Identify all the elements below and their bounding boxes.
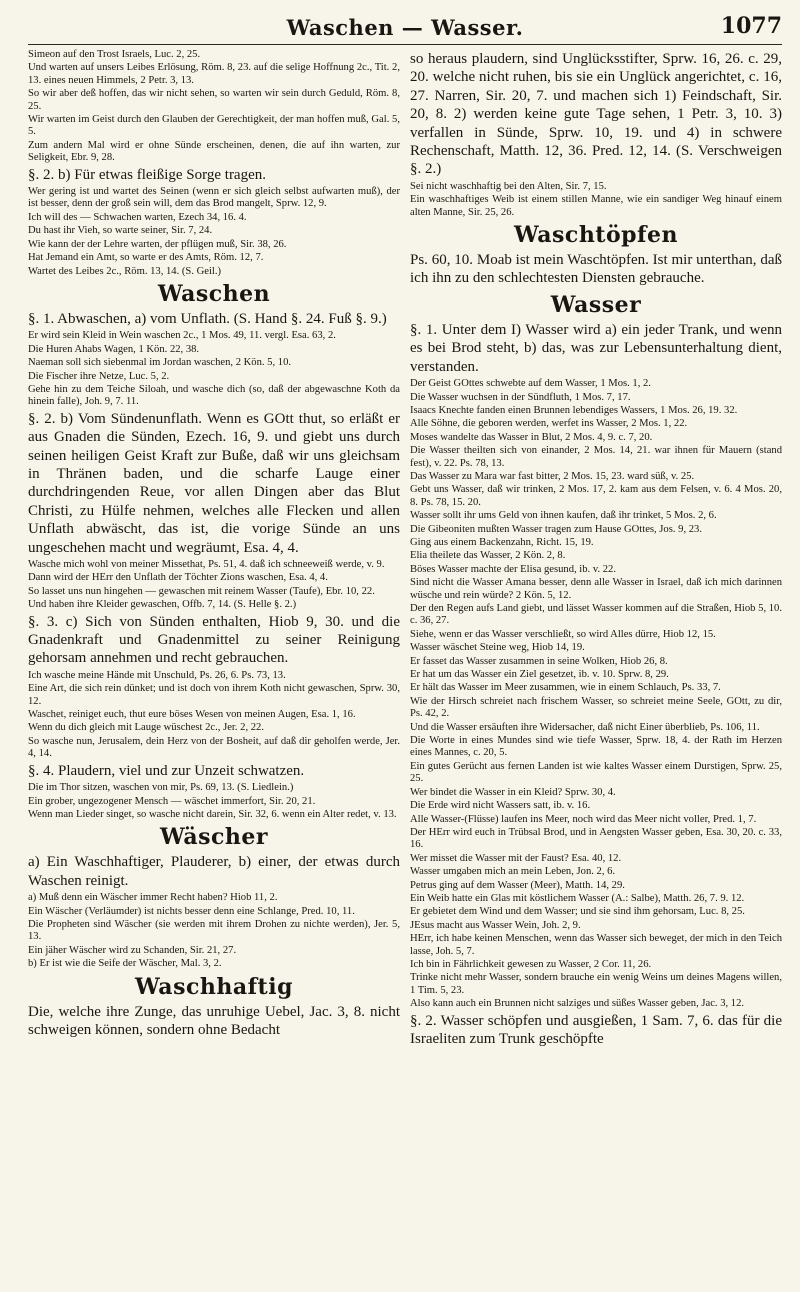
entry-heading: Waschtöpfen <box>513 222 678 249</box>
section-paragraph: Die, welche ihre Zunge, das unruhige Uebel, Jac. 3, 8. nicht schweigen können, sondern ohne Bedacht <box>28 1003 400 1038</box>
citation-line: Elia theilete das Wasser, 2 Kön. 2, 8. <box>410 550 566 562</box>
citation-line: Zum andern Mal wird er ohne Sünde erscheinen, denen, die auf ihn warten, zur Seligkeit, Ebr. 9, 28. <box>28 139 400 164</box>
citation-line: Wer gering ist und wartet des Seinen (wenn er sich gleich selbst aufwarten muß), der ist besser, denn der groß sein will, dem das Brod mangelt, Sprw. 12, 9. <box>28 186 400 210</box>
section-paragraph: §. 1. Abwaschen, a) vom Unflath. (S. Hand §. 24. Fuß §. 9.) <box>28 310 387 327</box>
citation-line: Die Wasser theilten sich von einander, 2 Mos. 14, 21. war ihnen für Mauern (stand fest), v. 22. Ps. 78, 13. <box>410 445 782 469</box>
citation-line: Alle Söhne, die geboren werden, werfet ins Wasser, 2 Mos. 1, 22. <box>410 418 688 430</box>
citation-line: Und die Wasser ersäuften ihre Widersacher, daß nicht Einer überblieb, Ps. 106, 11. <box>410 721 760 733</box>
citation-line: So lasset uns nun hingehen — gewaschen mit reinem Wasser (Taufe), Ebr. 10, 22. <box>28 585 375 597</box>
citation-line: Isaacs Knechte fanden einen Brunnen lebendiges Wassers, 1 Mos. 26, 19. 32. <box>410 404 738 416</box>
citation-line: Ich wasche meine Hände mit Unschuld, Ps. 26, 6. Ps. 73, 13. <box>28 669 286 681</box>
citation-line: Simeon auf den Trost Israels, Luc. 2, 25. <box>28 49 201 60</box>
citation-line: Er gebietet dem Wind und dem Wasser; und sie sind ihm gehorsam, Luc. 8, 25. <box>410 906 745 918</box>
entry-heading: Wasser <box>550 291 642 318</box>
page-header <box>28 10 782 45</box>
citation-line: Trinke nicht mehr Wasser, sondern brauche ein wenig Weins um deines Magens willen, 1 Tim. 5, 23. <box>410 972 782 996</box>
citation-line: Ein Weib hatte ein Glas mit köstlichem Wasser (A.: Salbe), Matth. 26, 7. 9. 12. <box>410 892 745 904</box>
citation-line: Böses Wasser machte der Elisa gesund, ib. v. 22. <box>410 563 616 575</box>
citation-line: Wer bindet die Wasser in ein Kleid? Sprw. 30, 4. <box>410 786 616 798</box>
citation-line: Siehe, wenn er das Wasser verschließt, so wird Alles dürre, Hiob 12, 15. <box>410 628 716 640</box>
citation-line: Die Gibeoniten mußten Wasser tragen zum Hause GOttes, Jos. 9, 23. <box>410 523 702 535</box>
citation-line: Ich will des — Schwachen warten, Ezech 34, 16. 4. <box>28 211 247 223</box>
citation-line: Moses wandelte das Wasser in Blut, 2 Mos. 4, 9. c. 7, 20. <box>410 431 653 443</box>
citation-line: Naeman soll sich siebenmal im Jordan waschen, 2 Kön. 5, 10. <box>28 357 292 369</box>
citation-line: Die Fischer ihre Netze, Luc. 5, 2. <box>28 370 170 382</box>
citation-line: Wasser umgaben mich an mein Leben, Jon. 2, 6. <box>410 866 616 878</box>
citation-line: Das Wasser zu Mara war fast bitter, 2 Mos. 15, 23. ward süß, v. 25. <box>410 470 695 482</box>
citation-line: Waschet, reiniget euch, thut eure böses Wesen von meinen Augen, Esa. 1, 16. <box>28 709 356 721</box>
right-column <box>410 49 782 1289</box>
citation-line: Gebt uns Wasser, daß wir trinken, 2 Mos. 17, 2. kam aus dem Felsen, v. 6. 4 Mos. 20, 8. Ps. 78, 15. 20. <box>410 484 782 508</box>
citation-line: Wir warten im Geist durch den Glauben der Gerechtigkeit, der man hoffen muß, Gal. 5, 5. <box>28 114 400 138</box>
citation-line: Wie kann der der Lehre warten, der pflügen muß, Sir. 38, 26. <box>28 238 287 250</box>
citation-line: Ein waschhaftiges Weib ist einem stillen Manne, wie ein sandiger Weg hinauf einem alten Manne, Sir. 25, 26. <box>410 194 782 218</box>
left-column <box>28 49 400 1289</box>
section-paragraph: §. 4. Plaudern, viel und zur Unzeit schwatzen. <box>28 762 305 779</box>
entry-heading: Waschen <box>157 280 271 307</box>
citation-line: Der den Regen aufs Land giebt, und lässet Wasser kommen auf die Straßen, Hiob 5, 10. c. 36, 27. <box>410 603 782 627</box>
citation-line: b) Er ist wie die Seife der Wäscher, Mal. 3, 2. <box>28 958 222 970</box>
section-paragraph: Ps. 60, 10. Moab ist mein Waschtöpfen. Ist mir unterthan, daß ich ihn zu den schlechtesten Diensten gebrauche. <box>410 252 782 287</box>
citation-line: Der HErr wird euch in Trübsal Brod, und in Aengsten Wasser geben, Esa. 30, 20. c. 33, 16. <box>410 826 782 851</box>
citation-line: Die Wasser wuchsen in der Sündfluth, 1 Mos. 7, 17. <box>410 391 631 403</box>
citation-line: Alle Wasser-(Flüsse) laufen ins Meer, noch wird das Meer nicht voller, Pred. 1, 7. <box>410 813 757 825</box>
citation-line: Und haben ihre Kleider gewaschen, Offb. 7, 14. (S. Helle §. 2.) <box>28 599 297 611</box>
citation-line: Wasser wäschet Steine weg, Hiob 14, 19. <box>410 642 585 654</box>
citation-line: Wasser sollt ihr ums Geld von ihnen kaufen, daß ihr trinket, 5 Mos. 2, 6. <box>410 510 717 522</box>
entry-heading: Waschhaftig <box>135 973 293 1000</box>
citation-line: Ein jäher Wäscher wird zu Schanden, Sir. 21, 27. <box>28 944 237 956</box>
citation-line: Hat Jemand ein Amt, so warte er des Amts, Röm. 12, 7. <box>28 252 264 264</box>
section-paragraph: §. 2. b) Vom Sündenunflath. Wenn es GOtt thut, so erläßt er aus Gnaden die Sünden, Ezech. 16, 9. und giebt uns durch seinen heiligen Geist Kraft zur Buße, daß wir uns gleichsam in Thränen baden, und die scharfe Lauge einer durchdringenden Reue, vor allen Dingen aber das Blut Christi, zu Hülfe nehmen, welches alle Flecken und allen Unflath abwäscht, das ist, die vorige Sünde an uns ungeschehen macht und wegräumt, Esa. 4, 4. <box>28 410 400 556</box>
citation-line: Er fasset das Wasser zusammen in seine Wolken, Hiob 26, 8. <box>410 655 668 667</box>
citation-line: So wasche nun, Jerusalem, dein Herz von der Bosheit, auf daß dir geholfen werde, Jer. 4, 14. <box>28 735 400 760</box>
citation-line: Der Geist GOttes schwebte auf dem Wasser, 1 Mos. 1, 2. <box>410 378 651 390</box>
entry-heading: Wäscher <box>160 824 268 851</box>
citation-line: Er hat um das Wasser ein Ziel gesetzet, ib. v. 10. Sprw. 8, 29. <box>410 669 669 681</box>
citation-line: Eine Art, die sich rein dünket; und ist doch von ihrem Koth nicht gewaschen, Sprw. 30, 12. <box>28 683 400 707</box>
section-paragraph: §. 3. c) Sich von Sünden enthalten, Hiob 9, 30. und die Gnadenkraft und Gnadenmittel zu seiner Reinigung gehorsam annehmen und recht gebrauchen. <box>28 613 400 667</box>
running-title: Waschen — Wasser. <box>286 15 524 40</box>
citation-line: JEsus macht aus Wasser Wein, Joh. 2, 9. <box>410 919 581 931</box>
citation-line: Die Huren Ahabs Wagen, 1 Kön. 22, 38. <box>28 343 200 355</box>
citation-line: Wenn man Lieder singet, so wasche nicht darein, Sir. 32, 6. wenn ein Alter redet, v. 13. <box>28 808 397 820</box>
citation-line: Die Propheten sind Wäscher (sie werden mit ihrem Drohen zu nichte werden), Jer. 5, 13. <box>28 918 400 943</box>
citation-line: Sind nicht die Wasser Amana besser, denn alle Wasser in Israel, daß ich mich darinnen wüsche und rein würde? 2 Kön. 5, 12. <box>410 577 782 601</box>
citation-line: Die Worte in eines Mundes sind wie tiefe Wasser, Sprw. 18, 4. der Rath im Herzen eines Mannes, c. 20, 5. <box>410 735 782 759</box>
text-columns <box>28 49 782 1289</box>
citation-line: Petrus ging auf dem Wasser (Meer), Matth. 14, 29. <box>410 879 625 891</box>
citation-line: Wenn du dich gleich mit Lauge wüschest 2c., Jer. 2, 22. <box>28 722 264 734</box>
page-number: 1077 <box>720 13 782 39</box>
citation-line: So wir aber deß hoffen, das wir nicht sehen, so warten wir sein durch Geduld, Röm. 8, 25. <box>28 88 400 112</box>
citation-line: Die im Thor sitzen, waschen von mir, Ps. 69, 13. (S. Liedlein.) <box>28 782 294 794</box>
section-paragraph: §. 2. b) Für etwas fleißige Sorge tragen. <box>28 166 267 183</box>
citation-line: Die Erde wird nicht Wassers satt, ib. v. 16. <box>410 800 591 812</box>
citation-line: Ich bin in Fährlichkeit gewesen zu Wasser, 2 Cor. 11, 26. <box>410 958 652 970</box>
section-paragraph: §. 2. Wasser schöpfen und ausgießen, 1 Sam. 7, 6. das für die Israeliten zum Trunk geschöpfte <box>410 1012 782 1047</box>
citation-line: Ging aus einem Backenzahn, Richt. 15, 19. <box>410 536 594 548</box>
citation-line: Wie der Hirsch schreiet nach frischem Wasser, so schreiet meine Seele, GOtt, zu dir, Ps. 42, 2. <box>410 695 782 720</box>
citation-line: HErr, ich habe keinen Menschen, wenn das Wasser sich beweget, der mich in den Teich lasse, Joh. 5, 7. <box>410 933 782 957</box>
citation-line: Also kann auch ein Brunnen nicht salziges und süßes Wasser geben, Jac. 3, 12. <box>410 998 745 1010</box>
section-paragraph: so heraus plaudern, sind Unglücksstifter, Sprw. 16, 26. c. 29, 20. welche nicht ruhen, bis sie ein Unglück angerichtet, c. 16, 27. Narren, Sir. 20, 7. und machen sich 1) Feindschaft, Sir. 20, 8. 2) werden keine gute Tage sehen, 1 Petr. 3, 10. 3) verfallen in Sünde, Sprw. 10, 19. und 4) in schwere Rechenschaft, Matth. 12, 36. Pred. 12, 14. (S. Verschweigen §. 2.) <box>410 51 782 178</box>
section-paragraph: §. 1. Unter dem I) Wasser wird a) ein jeder Trank, und wenn es bei Brod steht, b) das, was zur Lebensunterhaltung dient, verstanden. <box>410 321 782 375</box>
citation-line: Gehe hin zu dem Teiche Siloah, und wasche dich (so, daß der abgewaschne Koth da hinein falle), Joh. 9, 7. 11. <box>28 383 400 408</box>
citation-line: Er wird sein Kleid in Wein waschen 2c., 1 Mos. 49, 11. vergl. Esa. 63, 2. <box>28 330 336 342</box>
citation-line: Er hält das Wasser im Meer zusammen, wie in einem Schlauch, Ps. 33, 7. <box>410 682 721 694</box>
citation-line: Du hast ihr Vieh, so warte seiner, Sir. 7, 24. <box>28 225 213 237</box>
citation-line: Wartet des Leibes 2c., Röm. 13, 14. (S. Geil.) <box>28 265 222 277</box>
citation-line: a) Muß denn ein Wäscher immer Recht haben? Hiob 11, 2. <box>28 892 278 904</box>
citation-line: Wasche mich wohl von meiner Missethat, Ps. 51, 4. daß ich schneeweiß werde, v. 9. <box>28 559 385 570</box>
citation-line: Wer misset die Wasser mit der Faust? Esa. 40, 12. <box>410 852 622 864</box>
section-paragraph: a) Ein Waschhaftiger, Plauderer, b) einer, der etwas durch Waschen reinigt. <box>28 854 400 889</box>
citation-line: Sei nicht waschhaftig bei den Alten, Sir. 7, 15. <box>410 180 607 192</box>
citation-line: Dann wird der HErr den Unflath der Töchter Zions waschen, Esa. 4, 4. <box>28 572 328 584</box>
citation-line: Ein Wäscher (Verläumder) ist nichts besser denn eine Schlange, Pred. 10, 11. <box>28 905 355 917</box>
citation-line: Ein grober, ungezogener Mensch — wäschet immerfort, Sir. 20, 21. <box>28 795 316 807</box>
citation-line: Ein gutes Gerücht aus fernen Landen ist wie kaltes Wasser einem Durstigen, Sprw. 25, 25. <box>410 760 782 785</box>
citation-line: Und warten auf unsers Leibes Erlösung, Röm. 8, 23. auf die selige Hoffnung 2c., Tit. 2, 13. eines neuen Himmels, 2 Petr. 3, 13. <box>28 62 400 86</box>
